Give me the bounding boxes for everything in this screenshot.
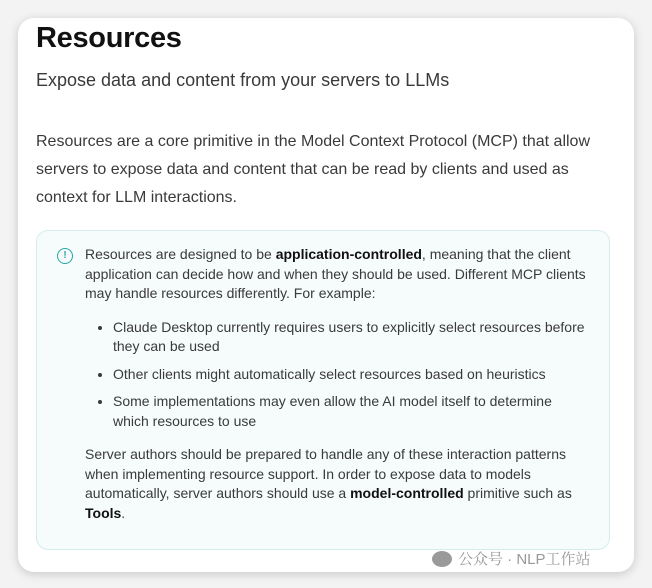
bold-text: model-controlled: [350, 485, 464, 501]
text: primitive such as: [463, 485, 572, 501]
intro-paragraph: Resources are a core primitive in the Model Context Protocol (MCP) that allow servers to expose data and content that can be read by clients and used as context for LLM interactions.: [36, 133, 590, 206]
content-card: [18, 18, 634, 572]
text: Server authors should be prepared to handle any of these interaction patterns when implementing resource support. In order to expose data to models automatically, server authors should use a: [85, 446, 566, 501]
list-item: • Some implementations may even allow the AI model itself to determine which resources to use: [113, 392, 589, 431]
page-subtitle: Expose data and content from your servers to LLMs: [36, 70, 450, 90]
callout-paragraph-2: [85, 445, 589, 523]
info-circle-icon: !: [57, 248, 73, 264]
bold-text: application-controlled: [275, 246, 422, 262]
watermark-text: 公众号 · NLP工作站: [458, 551, 591, 568]
callout-list: [85, 318, 589, 432]
text: .: [121, 504, 126, 521]
callout-paragraph-1: [85, 245, 589, 304]
text: , meaning that the client application can decide how and when they should be used. Different MCP clients may handle resources differently. For example:: [85, 246, 586, 301]
list-item: • Claude Desktop currently requires users to explicitly select resources before they can be used: [113, 318, 589, 357]
list-item: • Other clients might automatically select resources based on heuristics: [113, 365, 589, 385]
watermark: [432, 548, 591, 569]
bold-text: Tools: [85, 504, 122, 521]
page-title: Resources: [36, 22, 182, 54]
info-callout: [36, 230, 610, 550]
wechat-icon: [432, 551, 452, 567]
text: Resources are designed to be: [85, 246, 276, 262]
